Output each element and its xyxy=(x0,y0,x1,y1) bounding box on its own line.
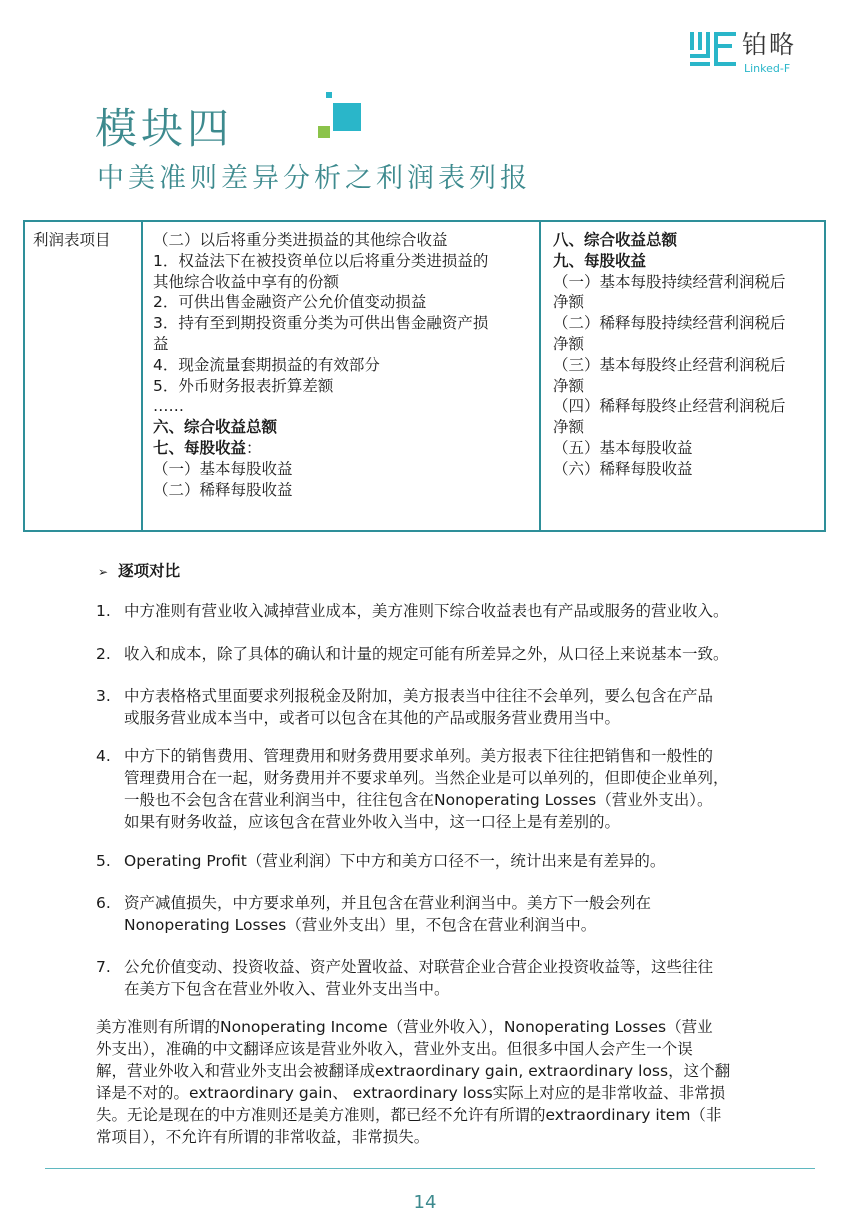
list-item-heading: 八、综合收益总额 xyxy=(553,231,678,249)
section-heading xyxy=(98,560,180,583)
list-number: 2. xyxy=(96,645,111,663)
list-text: 资产减值损失，中方要求单列，并且包含在营业利润当中。美方下一般会列在 xyxy=(124,894,652,912)
list-item: 2．可供出售金融资产公允价值变动损益 xyxy=(153,293,427,312)
list-number: 1. xyxy=(96,602,111,620)
brand-name-en: Linked-F xyxy=(744,62,791,75)
list-item: 3．持有至到期投资重分类为可供出售金融资产损 xyxy=(153,314,489,333)
explanation-paragraph xyxy=(96,1016,796,1148)
list-text: 或服务营业成本当中，或者可以包含在其他的产品或服务营业费用当中。 xyxy=(124,709,621,727)
list-text: 如果有财务收益，应该包含在营业外收入当中，这一口径上是有差别的。 xyxy=(124,813,621,831)
decorative-square-icon xyxy=(333,103,361,131)
page-title: 模块四 xyxy=(95,104,234,153)
arrow-bullet-icon: ➢ xyxy=(98,565,109,579)
brand-name-cn: 铂略 xyxy=(742,30,797,59)
list-number: 5. xyxy=(96,852,111,870)
table-cell-header xyxy=(33,230,111,251)
list-item: 5．外币财务报表折算差额 xyxy=(153,376,334,395)
section-heading-text: 逐项对比 xyxy=(118,562,181,580)
list-item: （一）基本每股收益 xyxy=(153,459,293,478)
list-number: 6. xyxy=(96,894,111,912)
list-number: 3. xyxy=(96,687,111,705)
list-text: 管理费用合在一起，财务费用并不要求单列。当然企业是可以单列的，但即使企业单列， xyxy=(124,769,729,787)
paragraph-line: 解，营业外收入和营业外支出会被翻译成extraordinary gain, extraordinary loss，这个翻 xyxy=(96,1062,731,1080)
list-item-heading: 九、每股收益 xyxy=(553,251,647,270)
table-cell-items-right xyxy=(553,230,786,480)
list-item: （三）基本每股终止经营利润税后 xyxy=(553,355,786,374)
list-item: （五）基本每股收益 xyxy=(553,438,693,457)
table-row-label: 利润表项目 xyxy=(33,231,111,249)
list-item: （六）稀释每股收益 xyxy=(553,459,693,478)
list-item: （二）稀释每股收益 xyxy=(153,480,293,499)
list-text: 收入和成本，除了具体的确认和计量的规定可能有所差异之外，从口径上来说基本一致。 xyxy=(124,645,729,663)
decorative-square-icon xyxy=(318,126,330,138)
list-text: 中方表格格式里面要求列报税金及附加，美方报表当中往往不会单列，要么包含在产品 xyxy=(124,687,714,705)
income-statement-table xyxy=(23,220,826,532)
list-item: 1．权益法下在被投资单位以后将重分类进损益的 xyxy=(153,251,489,270)
list-text: 在美方下包含在营业外收入、营业外支出当中。 xyxy=(124,980,450,998)
list-item: …… xyxy=(153,397,184,416)
list-item-heading: 七、每股收益： xyxy=(153,438,262,457)
list-item: 净额 xyxy=(553,293,585,312)
paragraph-line: 译是不对的。extraordinary gain、 extraordinary loss实际上对应的是非常收益、非常损 xyxy=(96,1084,726,1102)
table-column-divider xyxy=(141,222,143,530)
page-number: 14 xyxy=(413,1192,437,1213)
list-text: Nonoperating Losses（营业外支出）里，不包含在营业利润当中。 xyxy=(124,916,597,934)
paragraph-line: 常项目），不允许有所谓的非常收益，非常损失。 xyxy=(96,1128,430,1146)
list-item: （四）稀释每股终止经营利润税后 xyxy=(553,397,786,416)
list-text: Operating Profit（营业利润）下中方和美方口径不一，统计出来是有差异的。 xyxy=(124,852,666,870)
table-column-divider xyxy=(539,222,541,530)
decorative-square-icon xyxy=(326,92,332,98)
list-item: 其他综合收益中享有的份额 xyxy=(153,272,340,291)
list-item: （一）基本每股持续经营利润税后 xyxy=(553,272,786,291)
list-text: 一般也不会包含在营业利润当中，往往包含在Nonoperating Losses（营业外支出）。 xyxy=(124,791,713,809)
list-item: 4．现金流量套期损益的有效部分 xyxy=(153,355,380,374)
list-text: 中方下的销售费用、管理费用和财务费用要求单列。美方报表下往往把销售和一般性的 xyxy=(124,747,714,765)
paragraph-line: 美方准则有所谓的Nonoperating Income（营业外收入），Nonoperating Losses（营业 xyxy=(96,1018,713,1036)
list-item-heading: 六、综合收益总额 xyxy=(153,418,278,437)
table-cell-items-left xyxy=(153,230,488,500)
brand-logo-mark-icon xyxy=(690,32,738,72)
list-text: 中方准则有营业收入减掉营业成本，美方准则下综合收益表也有产品或服务的营业收入。 xyxy=(124,602,729,620)
list-number: 7. xyxy=(96,958,111,976)
brand-logo xyxy=(690,30,815,80)
paragraph-line: 外支出），准确的中文翻译应该是营业外收入，营业外支出。但很多中国人会产生一个误 xyxy=(96,1040,693,1058)
list-item: 益 xyxy=(153,334,169,353)
list-text: 公允价值变动、投资收益、资产处置收益、对联营企业合营企业投资收益等，这些往往 xyxy=(124,958,714,976)
paragraph-line: 失。无论是现在的中方准则还是美方准则，都已经不允许有所谓的extraordinary item（非 xyxy=(96,1106,722,1124)
list-number: 4. xyxy=(96,747,111,765)
list-item: 净额 xyxy=(553,334,585,353)
footer-divider xyxy=(45,1168,815,1169)
list-item: 净额 xyxy=(553,418,585,437)
list-item: 净额 xyxy=(553,376,585,395)
list-item: （二）稀释每股持续经营利润税后 xyxy=(553,314,786,333)
list-item: （二）以后将重分类进损益的其他综合收益 xyxy=(153,231,448,249)
page-subtitle: 中美准则差异分析之利润表列报 xyxy=(97,163,531,194)
